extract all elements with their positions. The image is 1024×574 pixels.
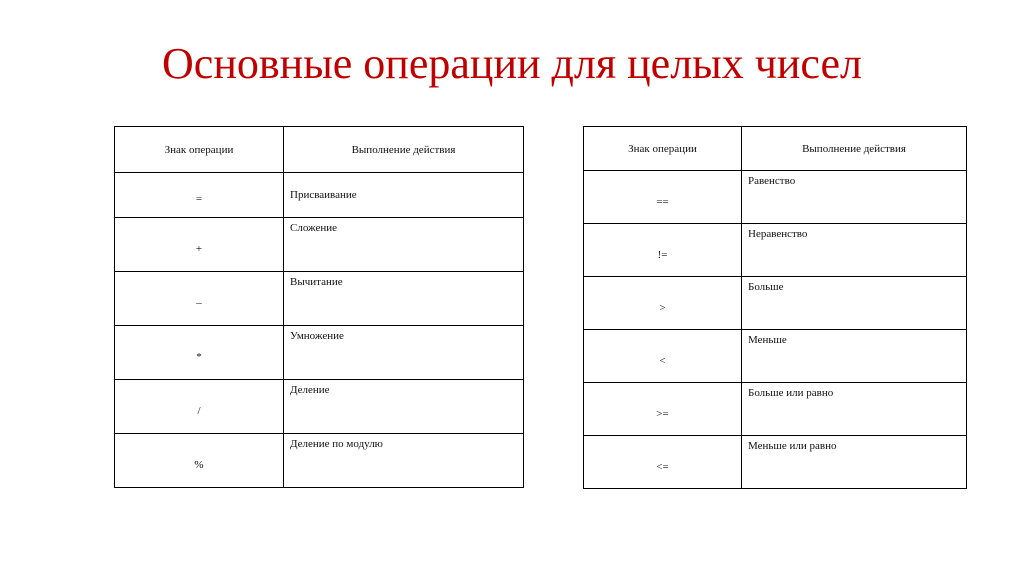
operation-action: Сложение (284, 218, 524, 272)
table-row (115, 326, 524, 380)
table-row (584, 171, 967, 224)
table-header-row (584, 127, 967, 171)
operation-sign: + (115, 218, 284, 272)
header-operation-sign: Знак операции (584, 127, 742, 171)
arithmetic-operations-table (114, 126, 524, 488)
operation-action: Умножение (284, 326, 524, 380)
operation-sign: > (584, 277, 742, 330)
table-row (115, 173, 524, 218)
operation-action: Неравенство (742, 224, 967, 277)
operation-action: Вычитание (284, 272, 524, 326)
operation-sign: <= (584, 436, 742, 489)
table-row (115, 272, 524, 326)
table-row (115, 380, 524, 434)
slide-title: Основные операции для целых чисел (162, 39, 862, 88)
table-row (584, 436, 967, 489)
operation-sign: == (584, 171, 742, 224)
operation-sign: >= (584, 383, 742, 436)
operation-action: Больше (742, 277, 967, 330)
operation-action: Присваивание (284, 173, 524, 218)
operation-sign: = (115, 173, 284, 218)
operation-action: Деление по модулю (284, 434, 524, 488)
operation-sign: < (584, 330, 742, 383)
table-header-row (115, 127, 524, 173)
operation-sign: / (115, 380, 284, 434)
header-action: Выполнение действия (284, 127, 524, 173)
operation-sign: % (115, 434, 284, 488)
operation-action: Равенство (742, 171, 967, 224)
comparison-operations-table (583, 126, 967, 489)
header-action: Выполнение действия (742, 127, 967, 171)
table-row (584, 330, 967, 383)
operation-action: Меньше (742, 330, 967, 383)
operation-action: Больше или равно (742, 383, 967, 436)
table-row (584, 277, 967, 330)
operation-action: Меньше или равно (742, 436, 967, 489)
operation-action: Деление (284, 380, 524, 434)
operation-sign: * (115, 326, 284, 380)
operation-sign: – (115, 272, 284, 326)
table-row (115, 434, 524, 488)
table-row (584, 224, 967, 277)
table-row (584, 383, 967, 436)
table-row (115, 218, 524, 272)
header-operation-sign: Знак операции (115, 127, 284, 173)
operation-sign: != (584, 224, 742, 277)
